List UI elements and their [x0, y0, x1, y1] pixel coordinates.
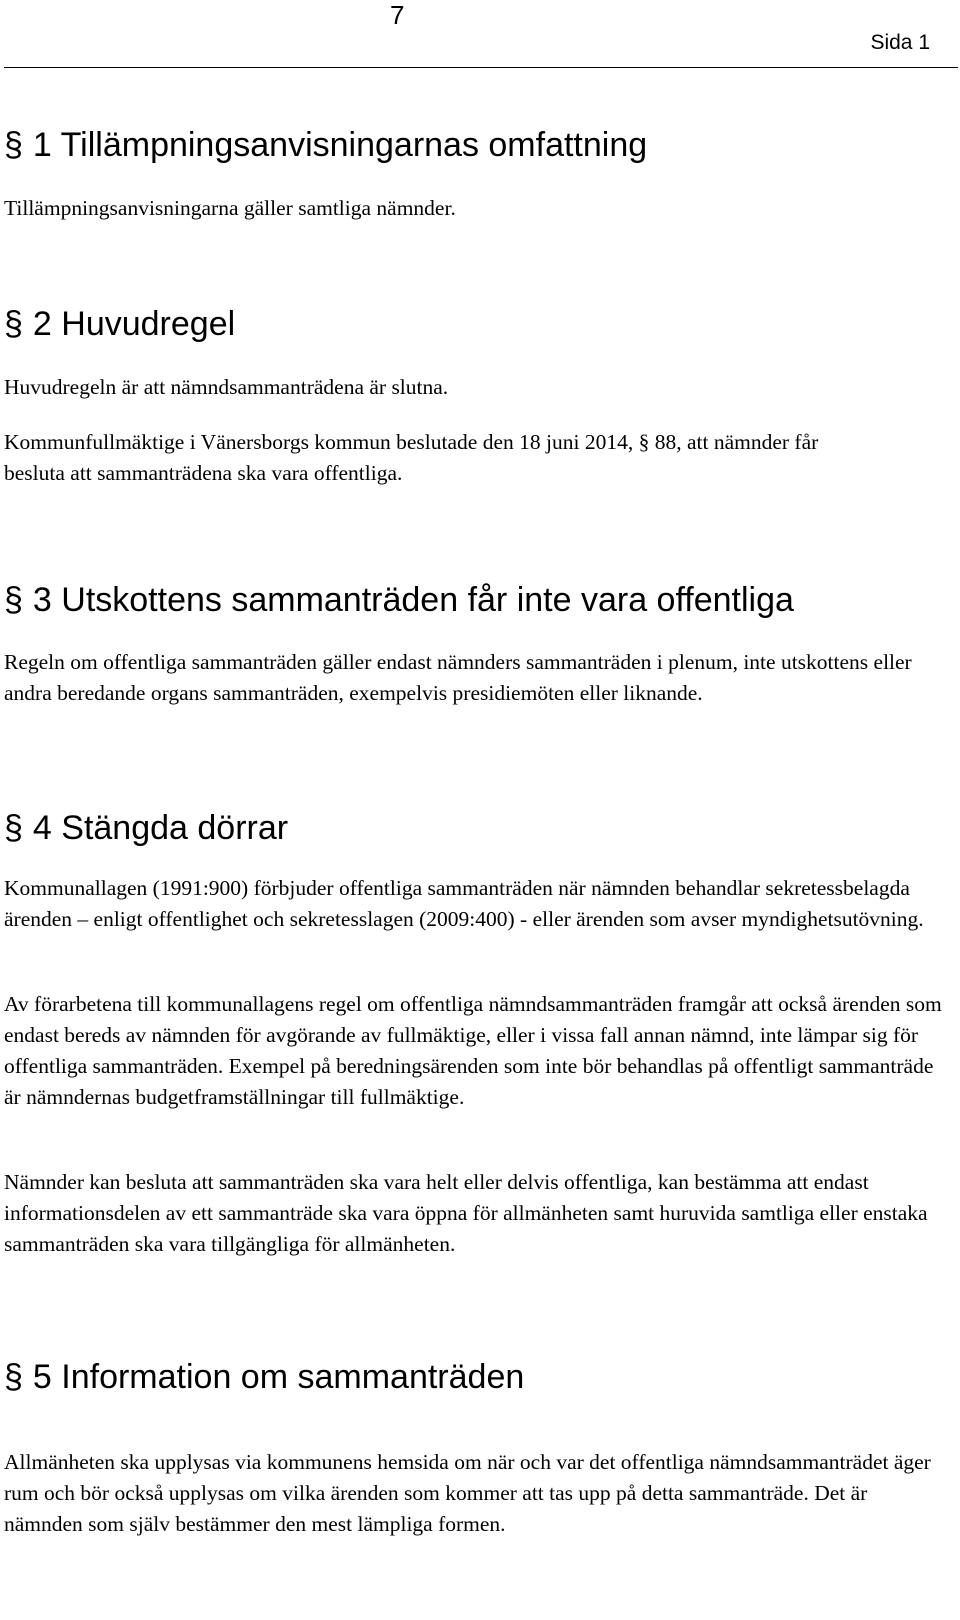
section-4-paragraph-1: Kommunallagen (1991:900) förbjuder offentliga sammanträden när nämnden behandlar sekretessbelagda ärenden – enligt offentlighet och sekretesslagen (2009:400) - eller ärenden som avser myndighetsutövning.: [4, 876, 924, 931]
section-4-paragraph-3: Nämnder kan besluta att sammanträden ska vara helt eller delvis offentliga, kan bestämma att endast informationsdelen av ett sammanträde ska vara öppna för allmänheten samt huruvida samtliga eller enstaka sammanträden ska vara tillgängliga för allmänheten.: [4, 1170, 928, 1256]
section-symbol: §: [4, 1358, 23, 1396]
section-heading-5: [4, 1357, 524, 1397]
section-heading-1: [4, 125, 647, 165]
section-symbol: §: [4, 126, 23, 164]
section-heading-4: [4, 808, 288, 848]
page-label: Sida 1: [870, 31, 930, 54]
section-3-paragraph-1: Regeln om offentliga sammanträden gäller endast nämnders sammanträden i plenum, inte utskottens eller andra beredande organs sammanträden, exempelvis presidiemöten eller liknande.: [4, 650, 912, 705]
header-rule: [4, 67, 958, 68]
section-symbol: §: [4, 581, 23, 619]
page-number: 7: [390, 0, 405, 30]
section-2-paragraph-1: Huvudregeln är att nämndsammanträdena är slutna.: [4, 375, 449, 399]
section-1-paragraph-1: Tillämpningsanvisningarna gäller samtliga nämnder.: [4, 196, 456, 220]
section-title: 2 Huvudregel: [32, 305, 236, 343]
section-title: 1 Tillämpningsanvisningarnas omfattning: [32, 126, 648, 164]
section-heading-3: [4, 580, 794, 620]
section-title: 4 Stängda dörrar: [32, 809, 289, 847]
section-heading-2: [4, 304, 235, 344]
section-5-paragraph-1: Allmänheten ska upplysas via kommunens hemsida om när och var det offentliga nämndsammanträdet äger rum och bör också upplysas om vilka ärenden som kommer att tas upp på detta sammanträde. Det är nämnden som själv bestämmer den mest lämpliga formen.: [4, 1450, 931, 1536]
section-symbol: §: [4, 305, 23, 343]
section-title: 5 Information om sammanträden: [32, 1358, 525, 1396]
section-2-paragraph-2: Kommunfullmäktige i Vänersborgs kommun beslutade den 18 juni 2014, § 88, att nämnder får besluta att sammanträdena ska vara offentliga.: [4, 430, 819, 485]
section-4-paragraph-2: Av förarbetena till kommunallagens regel om offentliga nämndsammanträden framgår att också ärenden som endast bereds av nämnden för avgörande av fullmäktige, eller i vissa fall annan nämnd, inte lämpar sig för offentliga sammanträden. Exempel på beredningsärenden som inte bör behandlas på offentligt sammanträde är nämndernas budgetframställningar till fullmäktige.: [4, 992, 942, 1109]
section-title: 3 Utskottens sammanträden får inte vara offentliga: [32, 581, 794, 619]
section-symbol: §: [4, 809, 23, 847]
